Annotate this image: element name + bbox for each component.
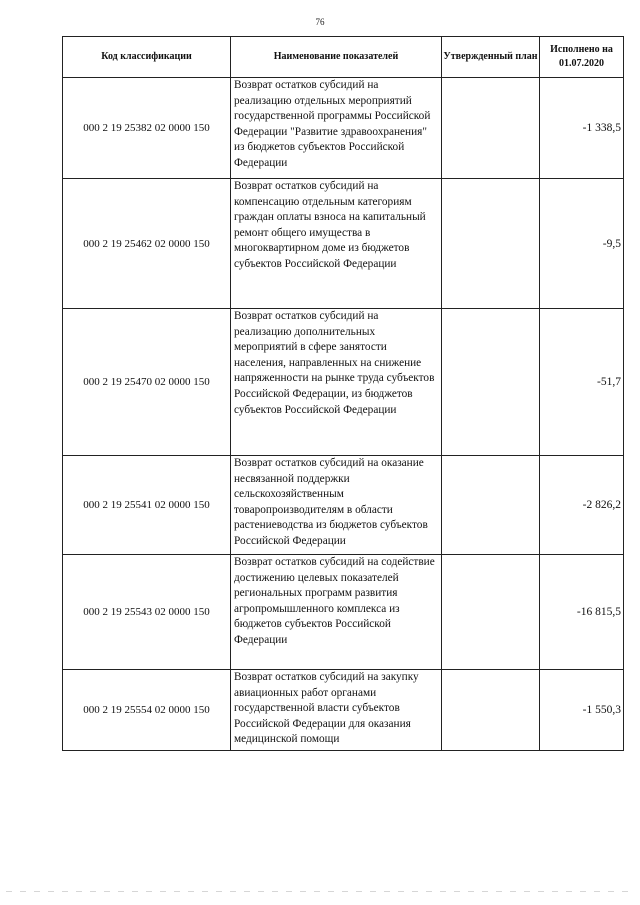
row-plan	[442, 78, 540, 179]
row-name: Возврат остатков субсидий на компенсацию отдельным категориям граждан оплаты взноса на капитальный ремонт общего имущества в многоквартирном доме из бюджетов субъектов Российской Федерации	[231, 179, 442, 309]
row-name: Возврат остатков субсидий на реализацию дополнительных мероприятий в сфере занятости населения, направленных на снижение напряженности на рынке труда субъектов Российской Федерации, из бюджетов субъектов Российской Федерации	[231, 309, 442, 456]
table-row	[63, 179, 624, 309]
row-plan	[442, 670, 540, 751]
header-name: Наименование показателей	[231, 37, 442, 78]
row-plan	[442, 309, 540, 456]
row-name: Возврат остатков субсидий на реализацию отдельных мероприятий государственной программы Российской Федерации "Развитие здравоохранения" из бюджетов субъектов Российской Федерации	[231, 78, 442, 179]
row-plan	[442, 456, 540, 555]
budget-table	[62, 36, 624, 751]
row-code: 000 2 19 25554 02 0000 150	[63, 670, 231, 751]
row-code: 000 2 19 25382 02 0000 150	[63, 78, 231, 179]
row-executed: -2 826,2	[540, 456, 624, 555]
row-plan	[442, 179, 540, 309]
row-name: Возврат остатков субсидий на закупку авиационных работ органами государственной власти субъектов Российской Федерации для оказания медицинской помощи	[231, 670, 442, 751]
row-plan	[442, 555, 540, 670]
row-executed: -1 550,3	[540, 670, 624, 751]
row-executed: -16 815,5	[540, 555, 624, 670]
table-row	[63, 456, 624, 555]
table-row	[63, 78, 624, 179]
row-code: 000 2 19 25543 02 0000 150	[63, 555, 231, 670]
row-executed: -51,7	[540, 309, 624, 456]
page-number: 76	[315, 17, 325, 27]
table-row	[63, 670, 624, 751]
header-code: Код классификации	[63, 37, 231, 78]
row-executed: -9,5	[540, 179, 624, 309]
scan-artifact-line	[6, 891, 634, 893]
row-code: 000 2 19 25470 02 0000 150	[63, 309, 231, 456]
row-executed: -1 338,5	[540, 78, 624, 179]
table-row	[63, 309, 624, 456]
table-row	[63, 555, 624, 670]
header-executed: Исполнено на 01.07.2020	[540, 37, 624, 78]
row-code: 000 2 19 25462 02 0000 150	[63, 179, 231, 309]
header-plan: Утвержденный план	[442, 37, 540, 78]
row-name: Возврат остатков субсидий на содействие достижению целевых показателей региональных программ развития агропромышленного комплекса из бюджетов субъектов Российской Федерации	[231, 555, 442, 670]
row-code: 000 2 19 25541 02 0000 150	[63, 456, 231, 555]
table-header-row	[63, 37, 624, 78]
row-name: Возврат остатков субсидий на оказание несвязанной поддержки сельскохозяйственным товаропроизводителям в области растениеводства из бюджетов субъектов Российской Федерации	[231, 456, 442, 555]
